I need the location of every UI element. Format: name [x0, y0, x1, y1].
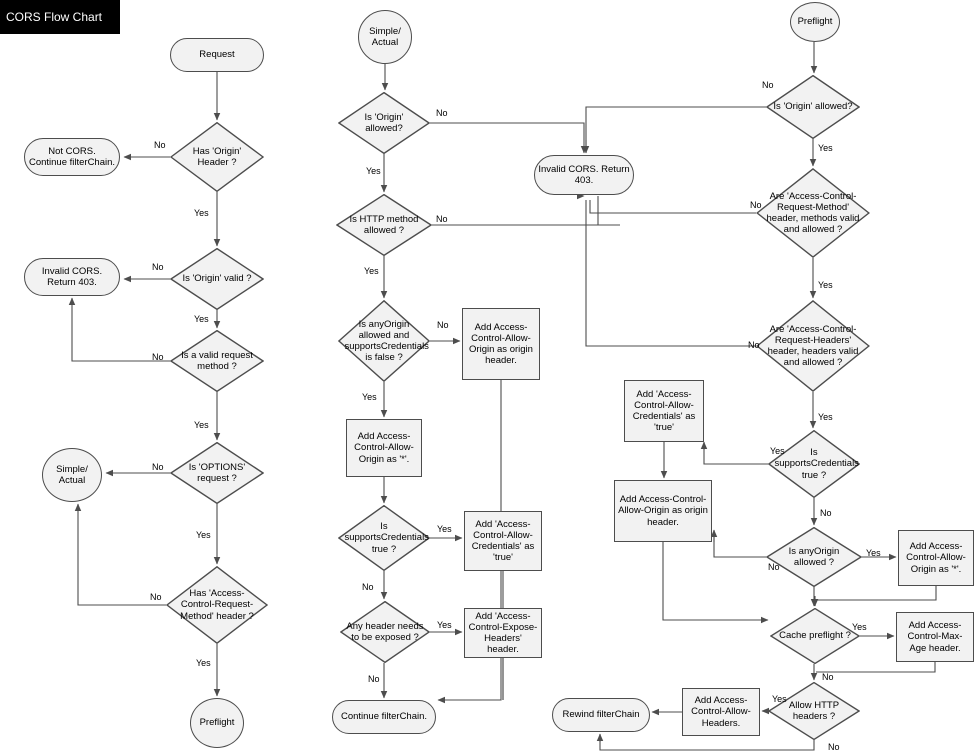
flow-node-n9[interactable]	[166, 566, 268, 644]
page-title-text: CORS Flow Chart	[6, 10, 103, 24]
flow-node-m2[interactable]	[338, 92, 430, 154]
flow-node-label: Rewind filterChain	[562, 709, 640, 721]
edge-label: No	[768, 562, 780, 572]
flow-node-r5[interactable]	[768, 430, 860, 498]
edge-label: Yes	[364, 266, 379, 276]
flow-node-label: Add Access-Control-Allow-Origin as '*'.	[354, 431, 414, 465]
flow-node-n4[interactable]	[170, 248, 264, 310]
edge-label: No	[152, 262, 164, 272]
flow-node-m4[interactable]	[336, 194, 432, 256]
flow-node-r4[interactable]	[756, 300, 870, 392]
flow-node-label: Simple/ Actual	[369, 25, 401, 48]
flow-node-r7[interactable]	[614, 480, 712, 542]
edge-label: Yes	[437, 620, 452, 630]
flow-node-label: Are 'Access-Control-Request-Method' header, methods valid and allowed ?	[766, 190, 860, 236]
flow-node-label: Is 'Origin' allowed?	[773, 101, 853, 113]
edge-label: Yes	[194, 314, 209, 324]
flow-node-r13[interactable]	[682, 688, 760, 736]
flow-node-label: Add Access-Control-Allow-Headers.	[691, 695, 751, 729]
edge-label: No	[362, 582, 374, 592]
flow-node-label: Is HTTP method allowed ?	[349, 213, 419, 236]
edge-label: No	[150, 592, 162, 602]
edge-label: Yes	[196, 658, 211, 668]
flow-node-label: Add 'Access-Control-Expose-Headers' header.	[468, 610, 538, 656]
flow-node-n2[interactable]	[170, 122, 264, 192]
flow-node-label: Is 'Origin' valid ?	[182, 273, 252, 285]
flow-node-n7[interactable]	[170, 442, 264, 504]
flow-node-label: Has 'Access-Control-Request-Method' header ?	[180, 588, 254, 622]
flow-node-label: Is 'OPTIONS' request ?	[188, 461, 246, 484]
flow-node-n5[interactable]	[24, 258, 120, 296]
flow-node-r2[interactable]	[766, 75, 860, 139]
edge-label: No	[152, 352, 164, 362]
edge-label: No	[750, 200, 762, 210]
edge-label: No	[152, 462, 164, 472]
edge-label: Yes	[770, 446, 785, 456]
edge-label: No	[748, 340, 760, 350]
flow-node-m5[interactable]	[338, 300, 430, 382]
flow-node-label: Is a valid request method ?	[181, 349, 253, 372]
flow-node-label: Add Access-Control-Max-Age header.	[907, 620, 963, 654]
flow-node-label: Allow HTTP headers ?	[788, 699, 840, 722]
flow-node-m6[interactable]	[462, 308, 540, 380]
page-title	[0, 0, 120, 34]
flow-node-n1[interactable]	[170, 38, 264, 72]
edge-label: Yes	[818, 412, 833, 422]
flow-node-label: Preflight	[199, 717, 235, 729]
flow-node-r11[interactable]	[896, 612, 974, 662]
flow-node-label: Preflight	[797, 16, 833, 28]
flow-node-label: Continue filterChain.	[340, 711, 428, 723]
flow-node-m9[interactable]	[464, 511, 542, 571]
flow-node-r9[interactable]	[898, 530, 974, 586]
flow-node-r3[interactable]	[756, 168, 870, 258]
flow-node-label: Invalid CORS. Return 403.	[538, 163, 630, 186]
flow-node-label: Cache preflight ?	[779, 630, 851, 642]
flow-node-m11[interactable]	[464, 608, 542, 658]
flow-node-r14[interactable]	[552, 698, 650, 732]
edge-label: No	[368, 674, 380, 684]
flow-node-r1[interactable]	[790, 2, 840, 42]
flow-node-r8[interactable]	[766, 527, 862, 587]
flow-node-label: Add Access-Control-Allow-Origin as origin header.	[618, 494, 708, 528]
flow-node-label: Add 'Access-Control-Allow-Credentials' as 'true'	[632, 388, 696, 434]
flow-node-m12[interactable]	[332, 700, 436, 734]
flow-node-label: Has 'Origin' Header ?	[192, 145, 242, 168]
edge-label: Yes	[366, 166, 381, 176]
flow-node-label: Simple/ Actual	[56, 463, 88, 486]
flow-node-label: Add Access-Control-Allow-Origin as origin header.	[469, 321, 533, 367]
edge-label: No	[828, 742, 840, 752]
flow-node-label: Add 'Access-Control-Allow-Credentials' as 'true'	[471, 518, 535, 564]
edge-label: Yes	[194, 420, 209, 430]
edge-label: No	[437, 320, 449, 330]
edge-label: Yes	[362, 392, 377, 402]
edge-label: Yes	[852, 622, 867, 632]
edge-label: Yes	[866, 548, 881, 558]
edge-label: No	[822, 672, 834, 682]
edge-label: No	[154, 140, 166, 150]
edge-label: No	[436, 214, 448, 224]
flow-node-label: Any header needs to be exposed ?	[346, 620, 424, 643]
edge-label: Yes	[437, 524, 452, 534]
flow-node-label: Are 'Access-Control-Request-Headers' header, headers valid and allowed ?	[767, 323, 859, 369]
edge-label: Yes	[772, 694, 787, 704]
flow-node-label: Not CORS. Continue filterChain.	[28, 145, 116, 168]
flow-node-m7[interactable]	[346, 419, 422, 477]
flow-node-label: Is anyOrigin allowed ?	[788, 545, 840, 568]
flow-node-r10[interactable]	[770, 608, 860, 664]
edge-label: Yes	[196, 530, 211, 540]
flow-node-r12[interactable]	[768, 682, 860, 740]
edge-label: No	[436, 108, 448, 118]
flow-node-label: Request	[199, 49, 235, 61]
edge-label: No	[820, 508, 832, 518]
flow-node-m8[interactable]	[338, 505, 430, 571]
flow-node-n6[interactable]	[170, 330, 264, 392]
edge-label: No	[762, 80, 774, 90]
flow-node-label: Is supportsCredentials true ?	[344, 521, 429, 555]
flow-node-label: Add Access-Control-Allow-Origin as '*'.	[906, 541, 966, 575]
flow-node-n8[interactable]	[42, 448, 102, 502]
edge-label: Yes	[194, 208, 209, 218]
edge-label: Yes	[818, 280, 833, 290]
flow-node-r6[interactable]	[624, 380, 704, 442]
edge-label: Yes	[818, 143, 833, 153]
flow-node-m10[interactable]	[340, 601, 430, 663]
flow-node-label: Is 'Origin' allowed?	[364, 111, 404, 134]
flow-node-m3[interactable]	[534, 155, 634, 195]
flow-node-label: Is anyOrigin allowed and supportsCredentials is false ?	[344, 318, 429, 364]
flow-node-n3[interactable]	[24, 138, 120, 176]
flow-node-n10[interactable]	[190, 698, 244, 748]
flow-node-label: Is supportsCredentials true ?	[774, 447, 859, 481]
flow-node-m1[interactable]	[358, 10, 412, 64]
flow-node-label: Invalid CORS. Return 403.	[41, 265, 103, 288]
